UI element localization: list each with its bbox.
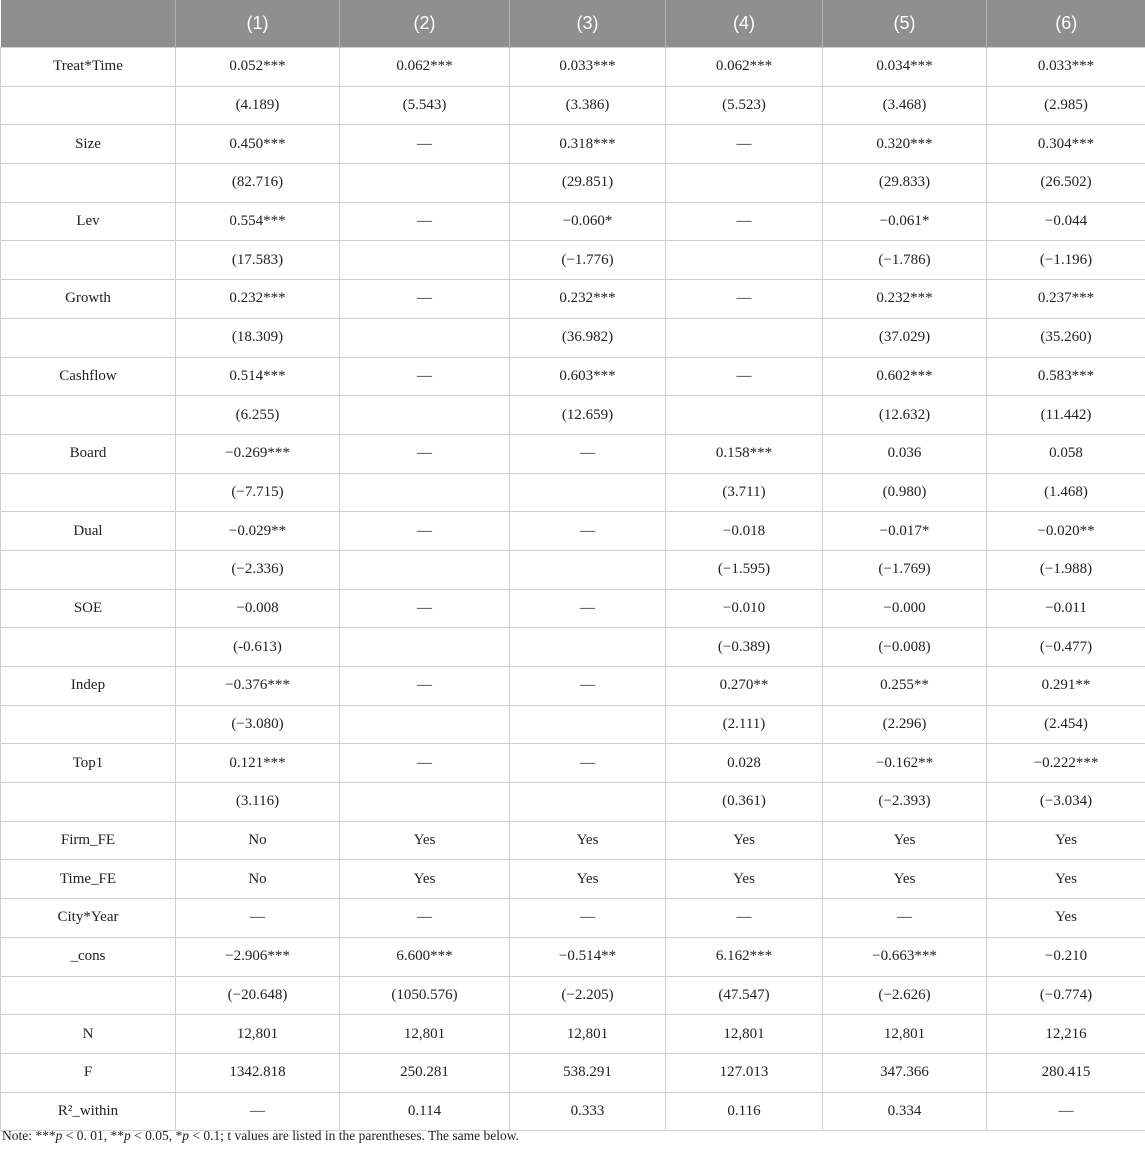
table-cell: (1050.576) <box>340 976 510 1015</box>
table-cell: (−1.776) <box>510 241 666 280</box>
header-cell-col-3: (3) <box>510 0 666 48</box>
table-row <box>1 241 1145 280</box>
table-cell <box>666 241 823 280</box>
table-cell: (1.468) <box>987 473 1145 512</box>
table-cell <box>340 705 510 744</box>
table-cell: Yes <box>987 821 1145 860</box>
table-cell: — <box>340 589 510 628</box>
table-cell: 0.232*** <box>176 280 340 319</box>
row-label-cell <box>1 473 176 512</box>
table-cell: No <box>176 821 340 860</box>
row-label-cell: Dual <box>1 512 176 551</box>
table-cell: −0.269*** <box>176 434 340 473</box>
row-label-cell <box>1 705 176 744</box>
table-row <box>1 434 1145 473</box>
table-cell: (−2.626) <box>823 976 987 1015</box>
table-row <box>1 280 1145 319</box>
table-row <box>1 357 1145 396</box>
table-cell: 0.583*** <box>987 357 1145 396</box>
table-cell: (5.543) <box>340 86 510 125</box>
table-cell: 0.334 <box>823 1092 987 1131</box>
table-cell: — <box>340 744 510 783</box>
table-cell: −0.000 <box>823 589 987 628</box>
table-cell: −0.018 <box>666 512 823 551</box>
table-row <box>1 318 1145 357</box>
header-cell-blank <box>1 0 176 48</box>
table-cell: −0.029** <box>176 512 340 551</box>
table-cell: (−2.205) <box>510 976 666 1015</box>
table-row <box>1 899 1145 938</box>
table-cell: −0.017* <box>823 512 987 551</box>
table-cell: No <box>176 860 340 899</box>
row-label-cell <box>1 550 176 589</box>
table-cell: — <box>340 202 510 241</box>
table-cell: (2.296) <box>823 705 987 744</box>
table-cell <box>340 473 510 512</box>
table-cell: 0.320*** <box>823 125 987 164</box>
table-cell: (-0.613) <box>176 628 340 667</box>
table-cell: 1342.818 <box>176 1053 340 1092</box>
table-cell <box>510 473 666 512</box>
header-cell-col-5: (5) <box>823 0 987 48</box>
table-cell: 0.158*** <box>666 434 823 473</box>
table-cell: — <box>510 667 666 706</box>
row-label-cell: Indep <box>1 667 176 706</box>
row-label-cell: Treat*Time <box>1 48 176 87</box>
table-row <box>1 550 1145 589</box>
row-label-cell: Growth <box>1 280 176 319</box>
table-cell: 6.600*** <box>340 937 510 976</box>
table-row <box>1 1015 1145 1054</box>
table-cell: (−0.389) <box>666 628 823 667</box>
note-p1: p <box>55 1128 63 1143</box>
row-label-cell: Time_FE <box>1 860 176 899</box>
table-row <box>1 860 1145 899</box>
table-row <box>1 744 1145 783</box>
table-row <box>1 667 1145 706</box>
table-cell: −2.906*** <box>176 937 340 976</box>
table-cell: 0.450*** <box>176 125 340 164</box>
row-label-cell: Board <box>1 434 176 473</box>
table-cell: — <box>666 280 823 319</box>
table-cell: (12.659) <box>510 396 666 435</box>
table-body <box>1 48 1145 1131</box>
table-cell: — <box>340 280 510 319</box>
table-row <box>1 821 1145 860</box>
table-cell: −0.010 <box>666 589 823 628</box>
row-label-cell: Top1 <box>1 744 176 783</box>
table-cell: (3.386) <box>510 86 666 125</box>
row-label-cell: F <box>1 1053 176 1092</box>
row-label-cell: _cons <box>1 937 176 976</box>
table-cell: — <box>340 125 510 164</box>
table-row <box>1 1053 1145 1092</box>
table-cell: 280.415 <box>987 1053 1145 1092</box>
table-row <box>1 86 1145 125</box>
note-text-1: < 0. 01, ** <box>62 1128 124 1143</box>
table-cell: — <box>823 899 987 938</box>
table-cell: 0.318*** <box>510 125 666 164</box>
table-cell: — <box>340 667 510 706</box>
table-cell: 0.270** <box>666 667 823 706</box>
table-row <box>1 1092 1145 1131</box>
table-cell: −0.663*** <box>823 937 987 976</box>
table-cell: (2.985) <box>987 86 1145 125</box>
table-cell: — <box>510 899 666 938</box>
table-cell: Yes <box>510 821 666 860</box>
header-cell-col-4: (4) <box>666 0 823 48</box>
table-cell: (29.851) <box>510 164 666 203</box>
table-cell: 538.291 <box>510 1053 666 1092</box>
table-cell: (47.547) <box>666 976 823 1015</box>
table-cell: Yes <box>510 860 666 899</box>
table-cell: (−3.080) <box>176 705 340 744</box>
table-cell: −0.061* <box>823 202 987 241</box>
table-cell: 0.062*** <box>666 48 823 87</box>
note-text-2: < 0.05, * <box>130 1128 183 1143</box>
row-label-cell: SOE <box>1 589 176 628</box>
table-row <box>1 164 1145 203</box>
table-cell: — <box>176 1092 340 1131</box>
table-row <box>1 396 1145 435</box>
table-cell: (29.833) <box>823 164 987 203</box>
table-cell <box>340 164 510 203</box>
table-cell: 12,801 <box>176 1015 340 1054</box>
table-cell: — <box>340 357 510 396</box>
table-cell: — <box>340 434 510 473</box>
table-cell: 0.052*** <box>176 48 340 87</box>
row-label-cell: Cashflow <box>1 357 176 396</box>
table-cell: (−0.774) <box>987 976 1145 1015</box>
table-cell: 0.033*** <box>987 48 1145 87</box>
table-row <box>1 705 1145 744</box>
table-cell <box>666 164 823 203</box>
table-cell: −0.162** <box>823 744 987 783</box>
table-cell: 0.304*** <box>987 125 1145 164</box>
table-cell: −0.514** <box>510 937 666 976</box>
table-cell <box>510 628 666 667</box>
table-cell: — <box>666 125 823 164</box>
table-cell: (−2.336) <box>176 550 340 589</box>
table-cell: 12,801 <box>340 1015 510 1054</box>
table-cell: (2.111) <box>666 705 823 744</box>
table-cell: (26.502) <box>987 164 1145 203</box>
table-cell: — <box>666 357 823 396</box>
table-cell: (82.716) <box>176 164 340 203</box>
table-cell: — <box>176 899 340 938</box>
table-cell: (36.982) <box>510 318 666 357</box>
row-label-cell <box>1 318 176 357</box>
table-cell: −0.222*** <box>987 744 1145 783</box>
table-cell: (−1.786) <box>823 241 987 280</box>
note-text-3: < 0.1; t values are listed in the parentheses. The same below. <box>189 1128 520 1143</box>
table-cell: Yes <box>823 821 987 860</box>
header-cell-col-2: (2) <box>340 0 510 48</box>
table-cell: Yes <box>666 860 823 899</box>
table-cell: (5.523) <box>666 86 823 125</box>
table-cell: (4.189) <box>176 86 340 125</box>
table-row <box>1 125 1145 164</box>
table-cell: (−0.477) <box>987 628 1145 667</box>
table-cell: Yes <box>823 860 987 899</box>
header-row <box>1 0 1145 48</box>
table-cell: Yes <box>666 821 823 860</box>
table-cell: Yes <box>340 821 510 860</box>
table-cell: (−20.648) <box>176 976 340 1015</box>
table-cell: 0.291** <box>987 667 1145 706</box>
table-cell <box>666 318 823 357</box>
table-cell: (17.583) <box>176 241 340 280</box>
row-label-cell <box>1 241 176 280</box>
table-cell <box>340 396 510 435</box>
note-prefix: Note: *** <box>2 1128 56 1143</box>
table-cell: (−1.196) <box>987 241 1145 280</box>
table-cell: −0.376*** <box>176 667 340 706</box>
table-cell: 127.013 <box>666 1053 823 1092</box>
table-cell: — <box>340 899 510 938</box>
table-cell: 0.255** <box>823 667 987 706</box>
table-cell: 0.603*** <box>510 357 666 396</box>
table-cell: (−1.769) <box>823 550 987 589</box>
table-cell <box>510 705 666 744</box>
table-cell: (12.632) <box>823 396 987 435</box>
table-cell: (37.029) <box>823 318 987 357</box>
table-cell: 12,801 <box>510 1015 666 1054</box>
table-cell: 0.033*** <box>510 48 666 87</box>
table-cell: −0.020** <box>987 512 1145 551</box>
table-cell: 347.366 <box>823 1053 987 1092</box>
row-label-cell <box>1 783 176 822</box>
table-cell: (3.116) <box>176 783 340 822</box>
table-cell: (−0.008) <box>823 628 987 667</box>
table-row <box>1 48 1145 87</box>
table-cell: (−1.595) <box>666 550 823 589</box>
table-cell: — <box>666 202 823 241</box>
table-cell: 0.028 <box>666 744 823 783</box>
table-cell <box>340 241 510 280</box>
table-cell: — <box>340 512 510 551</box>
table-cell <box>510 783 666 822</box>
table-cell: 250.281 <box>340 1053 510 1092</box>
table-cell: −0.011 <box>987 589 1145 628</box>
table-cell: −0.210 <box>987 937 1145 976</box>
row-label-cell <box>1 164 176 203</box>
table-cell: Yes <box>987 860 1145 899</box>
table-cell: 0.602*** <box>823 357 987 396</box>
table-cell: 0.237*** <box>987 280 1145 319</box>
row-label-cell: R²_within <box>1 1092 176 1131</box>
table-row <box>1 628 1145 667</box>
table-cell: 6.162*** <box>666 937 823 976</box>
table-cell: 0.554*** <box>176 202 340 241</box>
table-cell: 0.034*** <box>823 48 987 87</box>
table-cell: (11.442) <box>987 396 1145 435</box>
table-cell: −0.060* <box>510 202 666 241</box>
note-p2: p <box>124 1128 131 1143</box>
table-row <box>1 937 1145 976</box>
table-cell: 0.114 <box>340 1092 510 1131</box>
table-cell: (−1.988) <box>987 550 1145 589</box>
table-note <box>2 1128 519 1144</box>
table-cell: (3.711) <box>666 473 823 512</box>
table-cell: 0.116 <box>666 1092 823 1131</box>
table-cell: (−7.715) <box>176 473 340 512</box>
table-cell: — <box>510 512 666 551</box>
table-cell: Yes <box>987 899 1145 938</box>
table-cell: 0.232*** <box>510 280 666 319</box>
table-cell: — <box>510 589 666 628</box>
table-cell: 0.121*** <box>176 744 340 783</box>
table-cell: (6.255) <box>176 396 340 435</box>
table-cell: 12,216 <box>987 1015 1145 1054</box>
row-label-cell: N <box>1 1015 176 1054</box>
row-label-cell <box>1 86 176 125</box>
table-cell: 0.514*** <box>176 357 340 396</box>
header-cell-col-6: (6) <box>987 0 1145 48</box>
table-row <box>1 589 1145 628</box>
table-cell <box>510 550 666 589</box>
table-cell: 0.036 <box>823 434 987 473</box>
row-label-cell: Lev <box>1 202 176 241</box>
table-row <box>1 202 1145 241</box>
table-cell: 0.062*** <box>340 48 510 87</box>
table-cell: — <box>510 744 666 783</box>
table-cell: (−2.393) <box>823 783 987 822</box>
note-p3: p <box>182 1128 189 1143</box>
table-cell <box>340 783 510 822</box>
table-cell: (0.361) <box>666 783 823 822</box>
table-cell: 0.058 <box>987 434 1145 473</box>
table-cell: 0.232*** <box>823 280 987 319</box>
row-label-cell <box>1 628 176 667</box>
table-row <box>1 976 1145 1015</box>
row-label-cell: City*Year <box>1 899 176 938</box>
table-cell: (2.454) <box>987 705 1145 744</box>
table-cell: — <box>666 899 823 938</box>
table-cell: (0.980) <box>823 473 987 512</box>
table-row <box>1 783 1145 822</box>
table-row <box>1 473 1145 512</box>
row-label-cell <box>1 976 176 1015</box>
table-cell: 0.333 <box>510 1092 666 1131</box>
table-cell: (18.309) <box>176 318 340 357</box>
table-cell: 12,801 <box>823 1015 987 1054</box>
row-label-cell <box>1 396 176 435</box>
table-cell: Yes <box>340 860 510 899</box>
table-cell: — <box>510 434 666 473</box>
table-cell: (35.260) <box>987 318 1145 357</box>
table-cell: (3.468) <box>823 86 987 125</box>
table-cell <box>340 318 510 357</box>
table-cell: −0.044 <box>987 202 1145 241</box>
table-cell <box>340 628 510 667</box>
table-cell: (−3.034) <box>987 783 1145 822</box>
row-label-cell: Size <box>1 125 176 164</box>
table-row <box>1 512 1145 551</box>
table-cell <box>340 550 510 589</box>
table-cell <box>666 396 823 435</box>
table-cell: 12,801 <box>666 1015 823 1054</box>
table-cell: — <box>987 1092 1145 1131</box>
row-label-cell: Firm_FE <box>1 821 176 860</box>
header-cell-col-1: (1) <box>176 0 340 48</box>
table-cell: −0.008 <box>176 589 340 628</box>
